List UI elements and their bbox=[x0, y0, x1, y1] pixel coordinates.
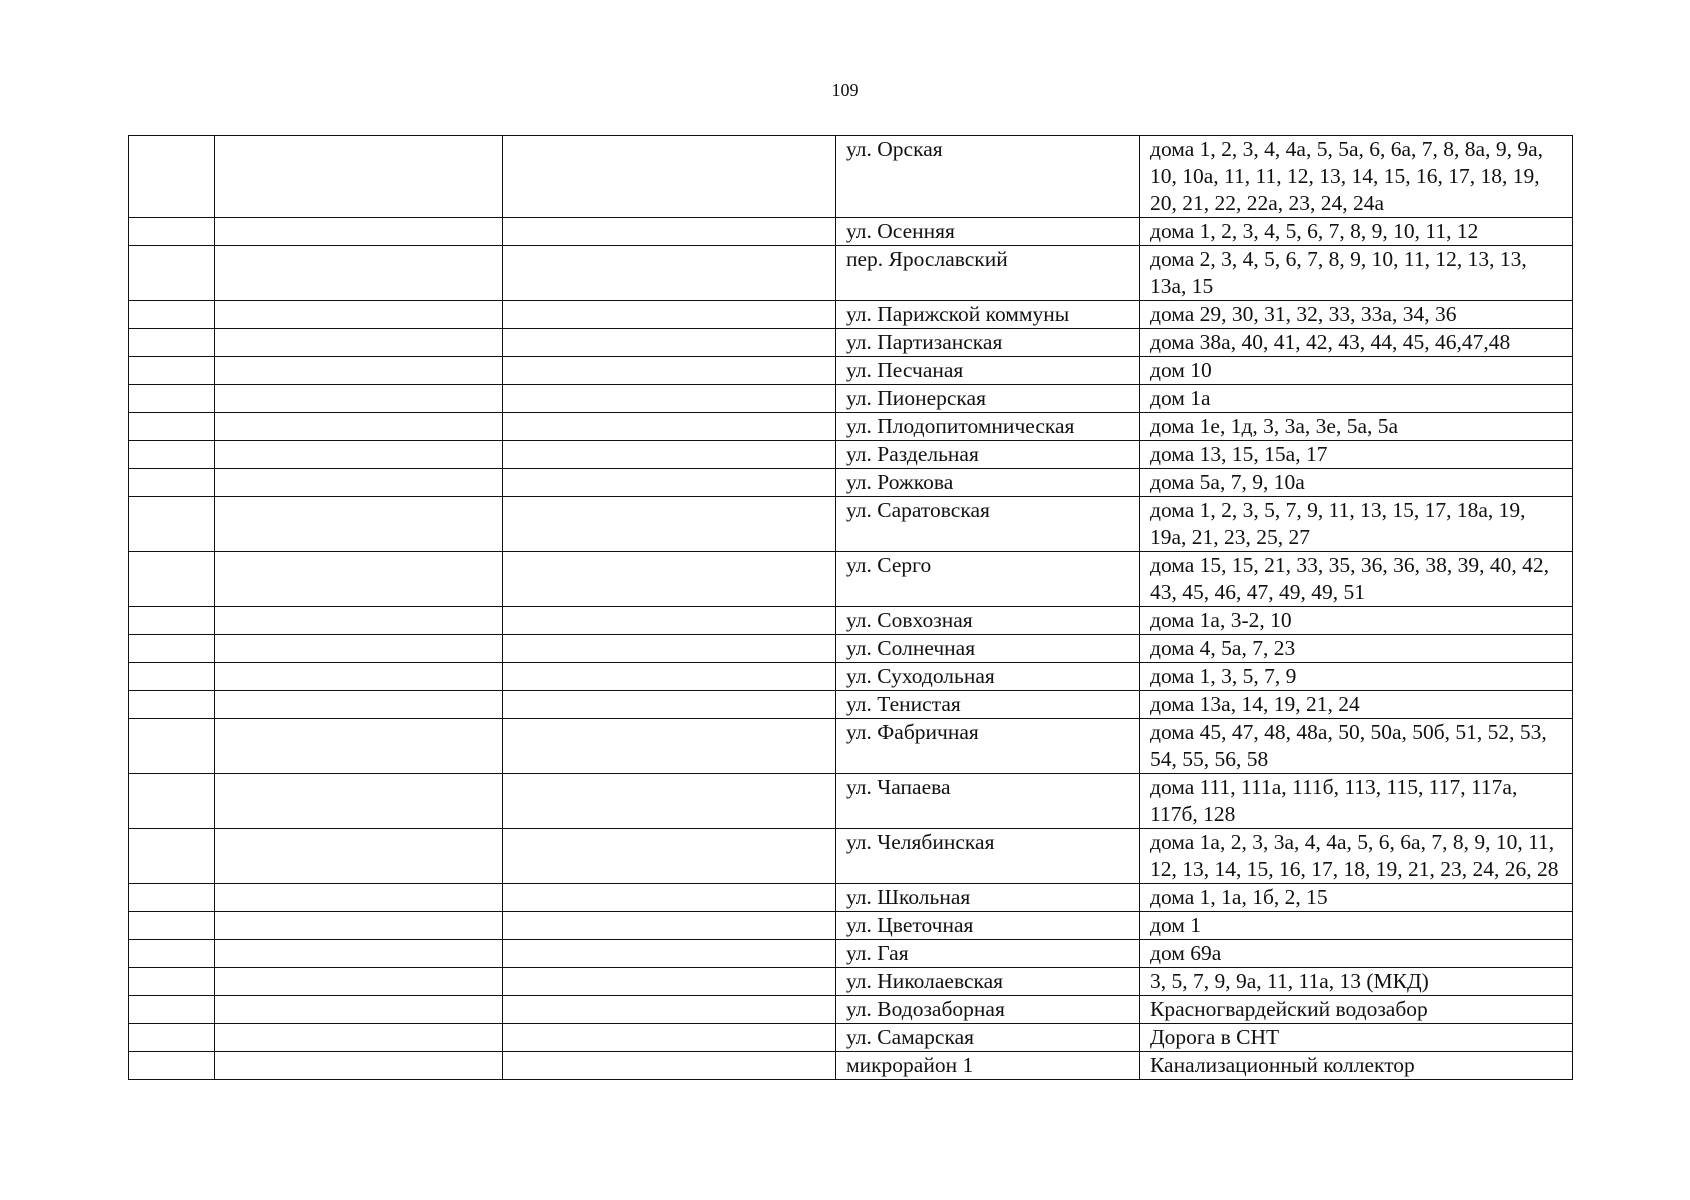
street-cell: ул. Челябинская bbox=[836, 829, 1140, 884]
houses-cell: дома 1е, 1д, 3, 3а, 3е, 5а, 5а bbox=[1140, 413, 1573, 441]
table-row bbox=[129, 635, 1573, 663]
row-number-cell bbox=[129, 884, 215, 912]
facility-cell bbox=[503, 1024, 836, 1052]
table-row bbox=[129, 497, 1573, 552]
district-cell bbox=[215, 774, 503, 829]
street-cell: ул. Серго bbox=[836, 552, 1140, 607]
facility-cell bbox=[503, 663, 836, 691]
table-row bbox=[129, 940, 1573, 968]
row-number-cell bbox=[129, 774, 215, 829]
district-cell bbox=[215, 912, 503, 940]
table-row bbox=[129, 329, 1573, 357]
district-cell bbox=[215, 441, 503, 469]
row-number-cell bbox=[129, 663, 215, 691]
district-cell bbox=[215, 497, 503, 552]
houses-cell: дома 1, 3, 5, 7, 9 bbox=[1140, 663, 1573, 691]
houses-cell: дома 45, 47, 48, 48а, 50, 50а, 50б, 51, 52, 53, 54, 55, 56, 58 bbox=[1140, 719, 1573, 774]
row-number-cell bbox=[129, 1052, 215, 1080]
district-cell bbox=[215, 635, 503, 663]
address-table bbox=[128, 135, 1573, 1080]
district-cell bbox=[215, 884, 503, 912]
street-cell: ул. Суходольная bbox=[836, 663, 1140, 691]
houses-cell: дома 29, 30, 31, 32, 33, 33а, 34, 36 bbox=[1140, 301, 1573, 329]
district-cell bbox=[215, 136, 503, 218]
street-cell: ул. Чапаева bbox=[836, 774, 1140, 829]
facility-cell bbox=[503, 719, 836, 774]
street-cell: ул. Раздельная bbox=[836, 441, 1140, 469]
street-cell: ул. Николаевская bbox=[836, 968, 1140, 996]
street-cell: ул. Гая bbox=[836, 940, 1140, 968]
facility-cell bbox=[503, 357, 836, 385]
street-cell: ул. Парижской коммуны bbox=[836, 301, 1140, 329]
row-number-cell bbox=[129, 552, 215, 607]
street-cell: ул. Тенистая bbox=[836, 691, 1140, 719]
district-cell bbox=[215, 246, 503, 301]
table-row bbox=[129, 1052, 1573, 1080]
district-cell bbox=[215, 218, 503, 246]
table-row bbox=[129, 385, 1573, 413]
district-cell bbox=[215, 1052, 503, 1080]
table-row bbox=[129, 552, 1573, 607]
row-number-cell bbox=[129, 968, 215, 996]
table-row bbox=[129, 246, 1573, 301]
houses-cell: Дорога в СНТ bbox=[1140, 1024, 1573, 1052]
table-row bbox=[129, 829, 1573, 884]
houses-cell: дома 1, 2, 3, 5, 7, 9, 11, 13, 15, 17, 18а, 19, 19а, 21, 23, 25, 27 bbox=[1140, 497, 1573, 552]
district-cell bbox=[215, 1024, 503, 1052]
houses-cell: дом 10 bbox=[1140, 357, 1573, 385]
street-cell: ул. Рожкова bbox=[836, 469, 1140, 497]
facility-cell bbox=[503, 607, 836, 635]
houses-cell: дома 2, 3, 4, 5, 6, 7, 8, 9, 10, 11, 12, 13, 13, 13а, 15 bbox=[1140, 246, 1573, 301]
facility-cell bbox=[503, 329, 836, 357]
district-cell bbox=[215, 357, 503, 385]
district-cell bbox=[215, 719, 503, 774]
row-number-cell bbox=[129, 996, 215, 1024]
facility-cell bbox=[503, 635, 836, 663]
facility-cell bbox=[503, 385, 836, 413]
table-row bbox=[129, 607, 1573, 635]
district-cell bbox=[215, 469, 503, 497]
row-number-cell bbox=[129, 691, 215, 719]
facility-cell bbox=[503, 940, 836, 968]
houses-cell: Красногвардейский водозабор bbox=[1140, 996, 1573, 1024]
houses-cell: дома 1, 1а, 1б, 2, 15 bbox=[1140, 884, 1573, 912]
district-cell bbox=[215, 968, 503, 996]
street-cell: пер. Ярославский bbox=[836, 246, 1140, 301]
table-row bbox=[129, 469, 1573, 497]
facility-cell bbox=[503, 441, 836, 469]
table-row bbox=[129, 301, 1573, 329]
street-cell: ул. Саратовская bbox=[836, 497, 1140, 552]
houses-cell: дома 4, 5а, 7, 23 bbox=[1140, 635, 1573, 663]
row-number-cell bbox=[129, 635, 215, 663]
district-cell bbox=[215, 329, 503, 357]
table-row bbox=[129, 719, 1573, 774]
street-cell: ул. Пионерская bbox=[836, 385, 1140, 413]
table-row bbox=[129, 218, 1573, 246]
table-row bbox=[129, 413, 1573, 441]
houses-cell: дома 38а, 40, 41, 42, 43, 44, 45, 46,47,48 bbox=[1140, 329, 1573, 357]
row-number-cell bbox=[129, 719, 215, 774]
street-cell: ул. Осенняя bbox=[836, 218, 1140, 246]
street-cell: ул. Песчаная bbox=[836, 357, 1140, 385]
district-cell bbox=[215, 996, 503, 1024]
table-row bbox=[129, 663, 1573, 691]
street-cell: ул. Партизанская bbox=[836, 329, 1140, 357]
facility-cell bbox=[503, 136, 836, 218]
row-number-cell bbox=[129, 607, 215, 635]
facility-cell bbox=[503, 497, 836, 552]
district-cell bbox=[215, 607, 503, 635]
row-number-cell bbox=[129, 940, 215, 968]
houses-cell: дома 1, 2, 3, 4, 5, 6, 7, 8, 9, 10, 11, 12 bbox=[1140, 218, 1573, 246]
houses-cell: 3, 5, 7, 9, 9а, 11, 11а, 13 (МКД) bbox=[1140, 968, 1573, 996]
row-number-cell bbox=[129, 329, 215, 357]
row-number-cell bbox=[129, 385, 215, 413]
facility-cell bbox=[503, 968, 836, 996]
street-cell: ул. Самарская bbox=[836, 1024, 1140, 1052]
houses-cell: дома 111, 111а, 111б, 113, 115, 117, 117а, 117б, 128 bbox=[1140, 774, 1573, 829]
facility-cell bbox=[503, 691, 836, 719]
houses-cell: дома 13а, 14, 19, 21, 24 bbox=[1140, 691, 1573, 719]
table-row bbox=[129, 691, 1573, 719]
facility-cell bbox=[503, 552, 836, 607]
street-cell: ул. Водозаборная bbox=[836, 996, 1140, 1024]
street-cell: ул. Фабричная bbox=[836, 719, 1140, 774]
table-row bbox=[129, 357, 1573, 385]
district-cell bbox=[215, 301, 503, 329]
table-row bbox=[129, 912, 1573, 940]
table-row bbox=[129, 441, 1573, 469]
street-cell: ул. Солнечная bbox=[836, 635, 1140, 663]
row-number-cell bbox=[129, 413, 215, 441]
street-cell: ул. Плодопитомническая bbox=[836, 413, 1140, 441]
district-cell bbox=[215, 829, 503, 884]
facility-cell bbox=[503, 218, 836, 246]
houses-cell: дома 1а, 3-2, 10 bbox=[1140, 607, 1573, 635]
district-cell bbox=[215, 663, 503, 691]
houses-cell: дом 69а bbox=[1140, 940, 1573, 968]
row-number-cell bbox=[129, 357, 215, 385]
row-number-cell bbox=[129, 441, 215, 469]
houses-cell: дома 1, 2, 3, 4, 4а, 5, 5а, 6, 6а, 7, 8, 8а, 9, 9а, 10, 10а, 11, 11, 12, 13, 14, 15, 16, 17, 18, 19, 20, 21, 22, 22а, 23, 24, 24а bbox=[1140, 136, 1573, 218]
facility-cell bbox=[503, 1052, 836, 1080]
table-row bbox=[129, 996, 1573, 1024]
district-cell bbox=[215, 691, 503, 719]
facility-cell bbox=[503, 829, 836, 884]
houses-cell: дома 5а, 7, 9, 10а bbox=[1140, 469, 1573, 497]
district-cell bbox=[215, 385, 503, 413]
row-number-cell bbox=[129, 497, 215, 552]
row-number-cell bbox=[129, 469, 215, 497]
table-row bbox=[129, 1024, 1573, 1052]
row-number-cell bbox=[129, 246, 215, 301]
address-table-body bbox=[129, 136, 1573, 1080]
facility-cell bbox=[503, 996, 836, 1024]
street-cell: ул. Школьная bbox=[836, 884, 1140, 912]
row-number-cell bbox=[129, 301, 215, 329]
houses-cell: Канализационный коллектор bbox=[1140, 1052, 1573, 1080]
page-number: 109 bbox=[831, 80, 859, 100]
row-number-cell bbox=[129, 218, 215, 246]
facility-cell bbox=[503, 413, 836, 441]
district-cell bbox=[215, 940, 503, 968]
district-cell bbox=[215, 552, 503, 607]
facility-cell bbox=[503, 246, 836, 301]
houses-cell: дома 1а, 2, 3, 3а, 4, 4а, 5, 6, 6а, 7, 8, 9, 10, 11, 12, 13, 14, 15, 16, 17, 18, 19, 21, 23, 24, 26, 28 bbox=[1140, 829, 1573, 884]
facility-cell bbox=[503, 884, 836, 912]
houses-cell: дома 13, 15, 15а, 17 bbox=[1140, 441, 1573, 469]
facility-cell bbox=[503, 301, 836, 329]
houses-cell: дом 1 bbox=[1140, 912, 1573, 940]
facility-cell bbox=[503, 469, 836, 497]
street-cell: микрорайон 1 bbox=[836, 1052, 1140, 1080]
houses-cell: дом 1а bbox=[1140, 385, 1573, 413]
table-row bbox=[129, 136, 1573, 218]
street-cell: ул. Цветочная bbox=[836, 912, 1140, 940]
street-cell: ул. Совхозная bbox=[836, 607, 1140, 635]
row-number-cell bbox=[129, 912, 215, 940]
table-row bbox=[129, 774, 1573, 829]
houses-cell: дома 15, 15, 21, 33, 35, 36, 36, 38, 39, 40, 42, 43, 45, 46, 47, 49, 49, 51 bbox=[1140, 552, 1573, 607]
table-row bbox=[129, 884, 1573, 912]
street-cell: ул. Орская bbox=[836, 136, 1140, 218]
row-number-cell bbox=[129, 1024, 215, 1052]
table-row bbox=[129, 968, 1573, 996]
district-cell bbox=[215, 413, 503, 441]
row-number-cell bbox=[129, 136, 215, 218]
row-number-cell bbox=[129, 829, 215, 884]
facility-cell bbox=[503, 912, 836, 940]
facility-cell bbox=[503, 774, 836, 829]
